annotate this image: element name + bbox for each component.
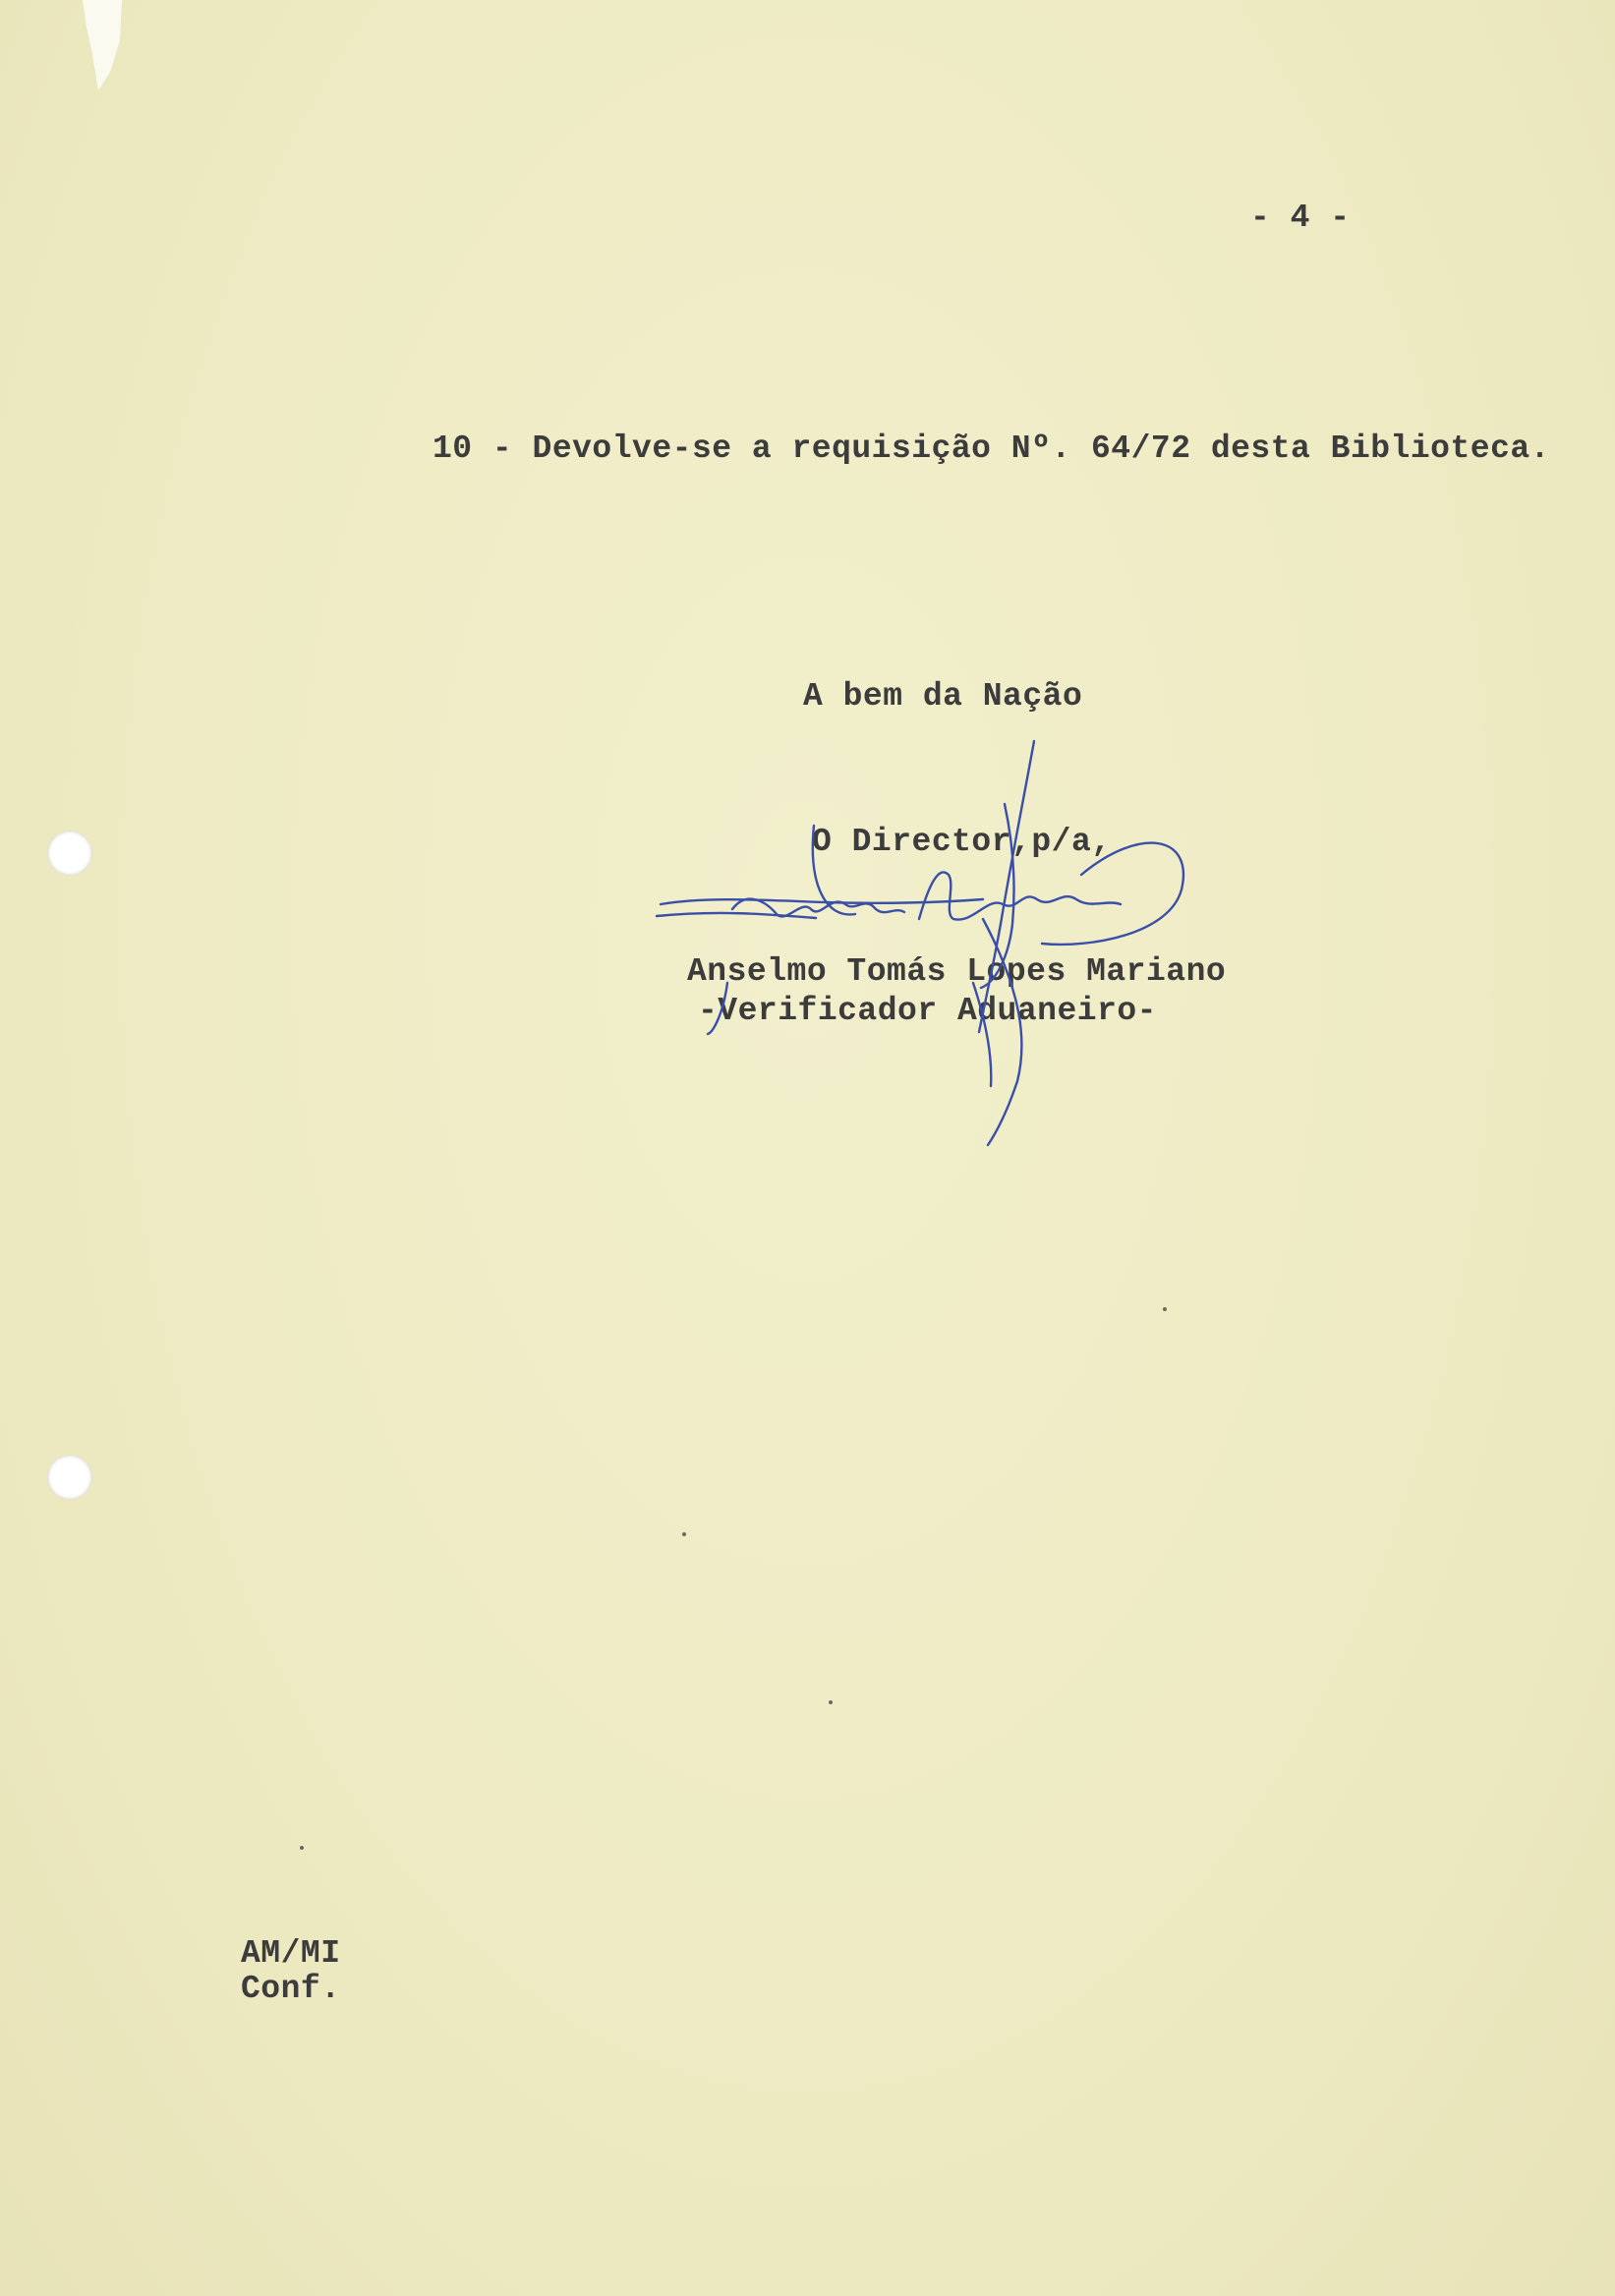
reference-block xyxy=(241,1936,341,2007)
torn-corner xyxy=(83,0,122,90)
punch-hole-bottom xyxy=(47,1455,92,1500)
paper-speck xyxy=(300,1846,304,1850)
paper-speck xyxy=(682,1532,686,1536)
closing-salutation: A bem da Nação xyxy=(803,678,1083,715)
reference-initials: AM/MI xyxy=(241,1935,341,1972)
reference-conf: Conf. xyxy=(241,1971,341,2007)
punch-hole-top xyxy=(47,831,92,876)
signatory-name: Anselmo Tomás Lopes Mariano xyxy=(687,953,1227,990)
signatory-role: -Verificador Aduaneiro- xyxy=(698,993,1157,1029)
page-number: - 4 - xyxy=(1250,200,1351,236)
paper-speck xyxy=(829,1700,833,1704)
director-line: O Director,p/a, xyxy=(812,824,1112,860)
item-line: 10 - Devolve-se a requisição Nº. 64/72 desta Biblioteca. xyxy=(433,430,1550,467)
paper-speck xyxy=(1163,1307,1167,1311)
